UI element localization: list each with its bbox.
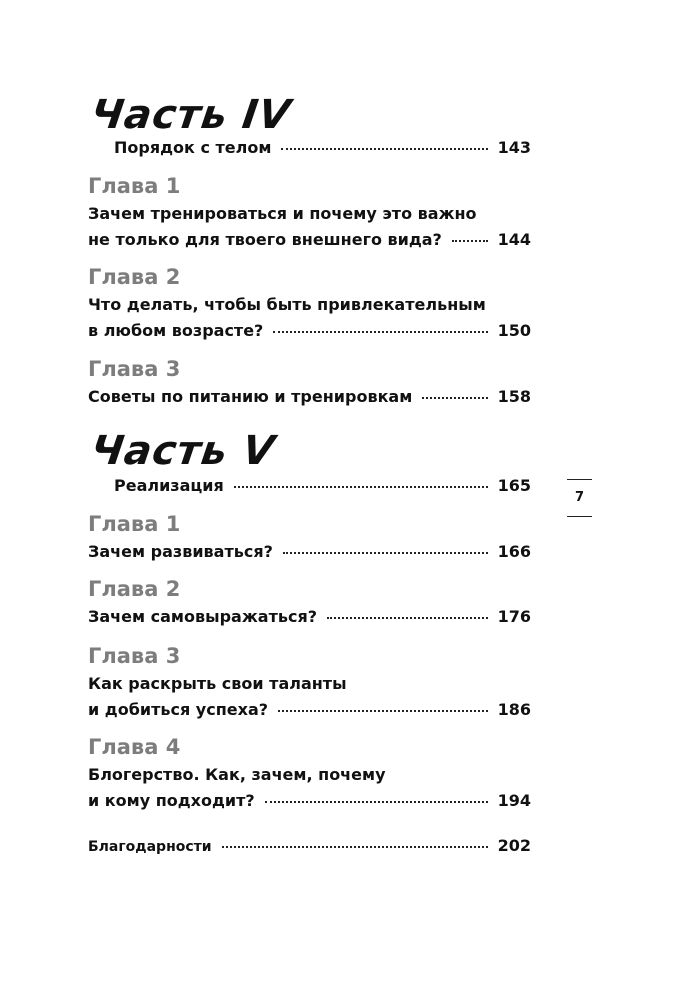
page-ref: 158 (497, 387, 531, 406)
page-number-marker (567, 479, 592, 517)
toc-entry-part-intro[interactable] (114, 473, 531, 499)
dot-leader (327, 617, 488, 619)
chapter-label: Глава 3 (88, 644, 181, 668)
entry-text: в любом возрасте? (88, 321, 264, 340)
entry-text: Зачем развиваться? (88, 542, 273, 561)
page-ref: 186 (497, 700, 531, 719)
toc-entry-chapter[interactable] (88, 671, 531, 723)
page-ref: 165 (497, 476, 531, 495)
page-ref: 143 (497, 138, 531, 157)
page-ref: 144 (497, 230, 531, 249)
dot-leader (273, 331, 487, 333)
chapter-label: Глава 4 (88, 735, 181, 759)
chapter-label: Глава 1 (88, 512, 181, 536)
entry-text: Порядок с телом (114, 138, 272, 157)
toc-entry-part-intro[interactable] (114, 135, 531, 161)
chapter-label: Глава 1 (88, 174, 181, 198)
chapter-label: Глава 2 (88, 265, 181, 289)
page-ref: 194 (497, 791, 531, 810)
entry-text: Зачем тренироваться и почему это важно (88, 204, 477, 223)
entry-text: Благодарности (88, 839, 212, 855)
toc-entry-chapter[interactable] (88, 201, 531, 253)
page-ref: 166 (497, 542, 531, 561)
entry-text: не только для твоего внешнего вида? (88, 230, 442, 249)
toc-entry-chapter[interactable] (88, 604, 531, 630)
page-number: 7 (574, 490, 585, 505)
entry-text: и кому подходит? (88, 791, 255, 810)
entry-text: Блогерство. Как, зачем, почему (88, 765, 386, 784)
entry-text: и добиться успеха? (88, 700, 269, 719)
entry-text: Советы по питанию и тренировкам (88, 387, 413, 406)
part-title: Часть V (88, 428, 278, 474)
dot-leader (422, 397, 487, 399)
dot-leader (283, 552, 488, 554)
toc-entry-chapter[interactable] (88, 539, 531, 565)
dot-leader (278, 710, 488, 712)
toc-entry-chapter[interactable] (88, 762, 531, 814)
chapter-label: Глава 2 (88, 577, 181, 601)
toc-entry-acknowledgements[interactable] (88, 833, 531, 860)
toc-entry-chapter[interactable] (88, 292, 531, 344)
toc-entry-chapter[interactable] (88, 384, 531, 410)
dot-leader (222, 846, 488, 848)
part-title: Часть IV (88, 92, 294, 138)
dot-leader (234, 486, 488, 488)
entry-text: Что делать, чтобы быть привлекательным (88, 295, 486, 314)
dot-leader (452, 240, 488, 242)
entry-text: Реализация (114, 476, 224, 495)
dot-leader (281, 148, 487, 150)
page-ref: 202 (497, 836, 531, 855)
chapter-label: Глава 3 (88, 357, 181, 381)
entry-text: Как раскрыть свои таланты (88, 674, 347, 693)
entry-text: Зачем самовыражаться? (88, 607, 317, 626)
page-ref: 176 (497, 607, 531, 626)
page-ref: 150 (497, 321, 531, 340)
dot-leader (265, 801, 488, 803)
